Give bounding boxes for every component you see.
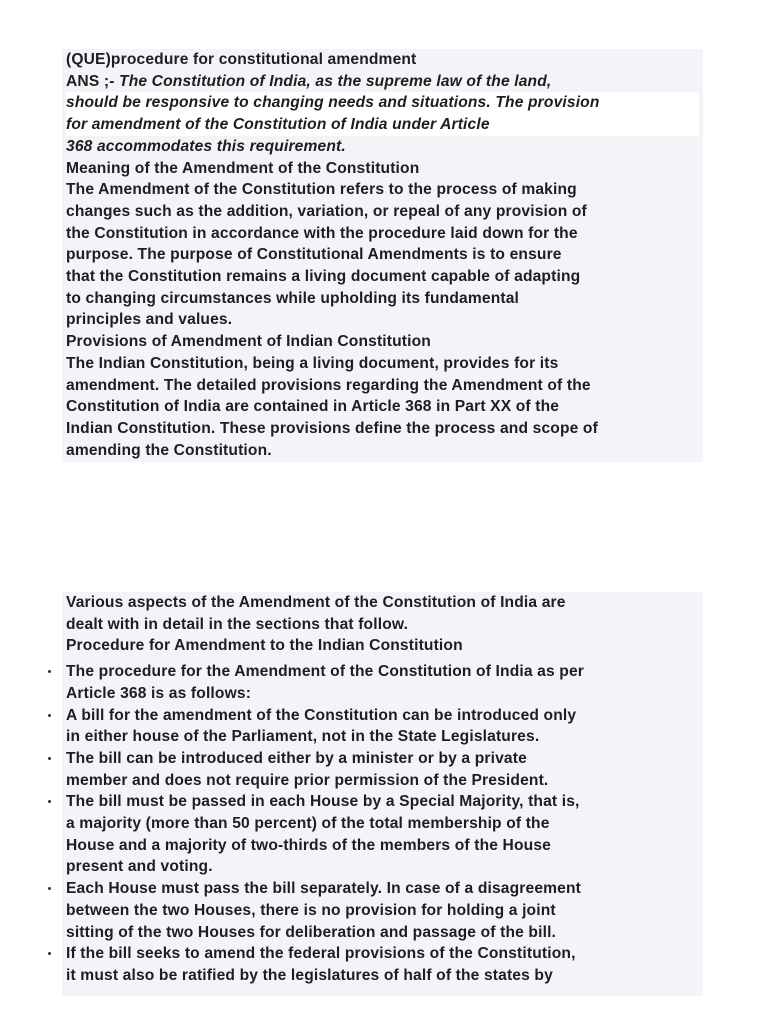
provisions-line: amendment. The detailed provisions regarding the Amendment of the — [66, 376, 591, 394]
meaning-line: the Constitution in accordance with the procedure laid down for the — [66, 224, 578, 242]
bullet-icon — [48, 714, 51, 717]
meaning-heading: Meaning of the Amendment of the Constitution — [66, 159, 420, 177]
bullet-icon — [48, 757, 51, 760]
list-item-line: sitting of the two Houses for deliberation and passage of the bill. — [66, 923, 557, 941]
list-item-line: Article 368 is as follows: — [66, 684, 252, 702]
provisions-line: The Indian Constitution, being a living document, provides for its — [66, 354, 559, 372]
list-item-line: a majority (more than 50 percent) of the total membership of the — [66, 815, 550, 833]
list-item-line: House and a majority of two-thirds of the members of the House — [66, 836, 551, 854]
list-item — [66, 748, 699, 791]
answer-line-2-text: should be responsive to changing needs and situations. The provision — [66, 92, 699, 114]
bullet-icon — [48, 670, 51, 673]
bullet-icon — [48, 887, 51, 890]
list-item-line: If the bill seeks to amend the federal provisions of the Constitution, — [66, 945, 576, 963]
list-item-line: The bill can be introduced either by a minister or by a private — [66, 749, 527, 767]
meaning-line: principles and values. — [66, 311, 233, 329]
meaning-line: that the Constitution remains a living document capable of adapting — [66, 268, 581, 286]
meaning-line: purpose. The purpose of Constitutional Amendments is to ensure — [66, 246, 562, 264]
provisions-line: Constitution of India are contained in Article 368 in Part XX of the — [66, 398, 560, 416]
list-item — [66, 705, 699, 748]
answer-line-4-text: 368 accommodates this requirement. — [66, 137, 346, 155]
list-item — [66, 791, 699, 878]
list-item-line: it must also be ratified by the legislatures of half of the states by — [66, 966, 553, 984]
answer-line-3 — [66, 114, 699, 136]
aspects-line: dealt with in detail in the sections that follow. — [66, 615, 409, 633]
procedure-heading: Procedure for Amendment to the Indian Constitution — [66, 637, 463, 655]
aspects-line: Various aspects of the Amendment of the Constitution of India are — [66, 594, 566, 611]
answer-intro — [66, 71, 699, 93]
bullet-icon — [48, 952, 51, 955]
list-item — [66, 943, 699, 986]
provisions-line: amending the Constitution. — [66, 441, 272, 459]
list-item-line: between the two Houses, there is no provision for holding a joint — [66, 901, 556, 919]
answer-label: ANS ;- — [66, 72, 120, 90]
list-item-line: A bill for the amendment of the Constitution can be introduced only — [66, 706, 577, 724]
meaning-line: The Amendment of the Constitution refers to the process of making — [66, 181, 577, 199]
question-heading: (QUE)procedure for constitutional amendment — [66, 51, 417, 68]
list-item-line: in either house of the Parliament, not in the State Legislatures. — [66, 728, 540, 746]
answer-line-1: The Constitution of India, as the supreme law of the land, — [119, 72, 552, 90]
meaning-line: to changing circumstances while upholding its fundamental — [66, 289, 520, 307]
list-item-line: The procedure for the Amendment of the Constitution of India as per — [66, 663, 585, 681]
list-item-line: present and voting. — [66, 858, 213, 876]
document-section-intro — [62, 49, 703, 462]
list-item-line: The bill must be passed in each House by a Special Majority, that is, — [66, 793, 580, 811]
answer-line-2 — [66, 92, 699, 114]
procedure-list — [66, 661, 699, 987]
meaning-line: changes such as the addition, variation, or repeal of any provision of — [66, 202, 587, 220]
list-item-line: Each House must pass the bill separately. In case of a disagreement — [66, 880, 582, 898]
bullet-icon — [48, 800, 51, 803]
provisions-heading: Provisions of Amendment of Indian Constitution — [66, 333, 431, 351]
list-item — [66, 661, 699, 704]
answer-line-3-text: for amendment of the Constitution of India under Article — [66, 114, 699, 136]
provisions-line: Indian Constitution. These provisions define the process and scope of — [66, 419, 598, 437]
list-item-line: member and does not require prior permission of the President. — [66, 771, 549, 789]
list-item — [66, 878, 699, 943]
answer-line-4 — [66, 136, 699, 158]
document-section-procedure — [62, 592, 703, 996]
